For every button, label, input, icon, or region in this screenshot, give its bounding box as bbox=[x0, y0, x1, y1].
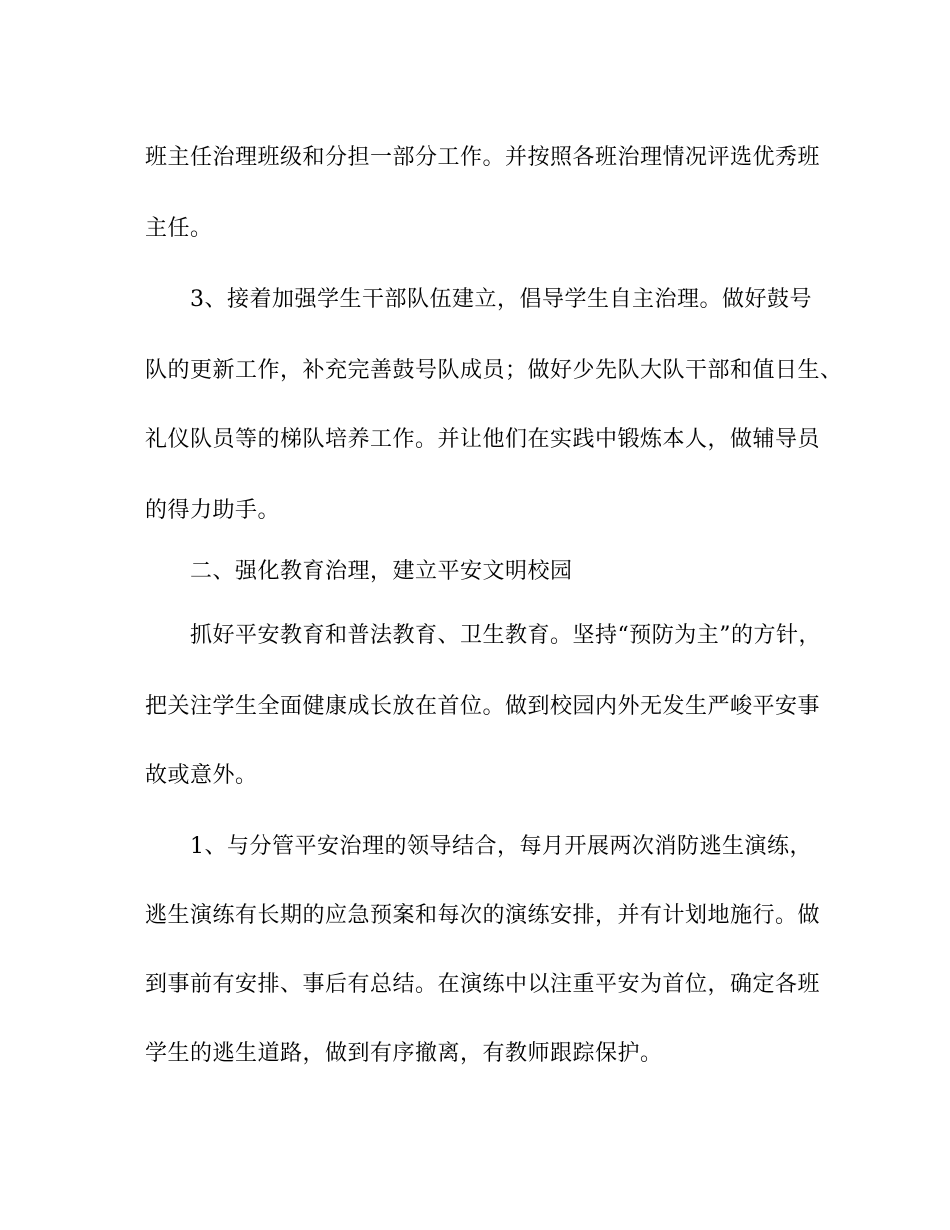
text-line: 故或意外。 bbox=[145, 763, 258, 788]
paragraph-heading-1: 1、与分管平安治理的领导结合，每月开展两次消防逃生演练， bbox=[190, 834, 812, 859]
text-line: 礼仪队员等的梯队培养工作。并让他们在实践中锻炼本人，做辅导员 bbox=[145, 427, 821, 452]
text-line: 队的更新工作，补充完善鼓号队成员；做好少先队大队干部和值日生、 bbox=[145, 358, 843, 383]
text-line: 班主任治理班级和分担一部分工作。并按照各班治理情况评选优秀班 bbox=[145, 145, 821, 170]
text-line: 主任。 bbox=[145, 216, 213, 241]
paragraph-heading-3: 3、接着加强学生干部队伍建立，倡导学生自主治理。做好鼓号 bbox=[190, 287, 812, 312]
text-line: 把关注学生全面健康成长放在首位。做到校园内外无发生严峻平安事 bbox=[145, 694, 821, 719]
text-line: 的得力助手。 bbox=[145, 498, 281, 523]
text-line: 学生的逃生道路，做到有序撤离，有教师跟踪保护。 bbox=[145, 1041, 663, 1066]
text-line: 逃生演练有长期的应急预案和每次的演练安排，并有计划地施行。做 bbox=[145, 903, 821, 928]
text-line: 到事前有安排、事后有总结。在演练中以注重平安为首位，确定各班 bbox=[145, 972, 821, 997]
section-heading-2: 二、强化教育治理，建立平安文明校园 bbox=[190, 559, 573, 584]
paragraph-start: 抓好平安教育和普法教育、卫生教育。坚持“预防为主”的方针， bbox=[190, 623, 821, 648]
